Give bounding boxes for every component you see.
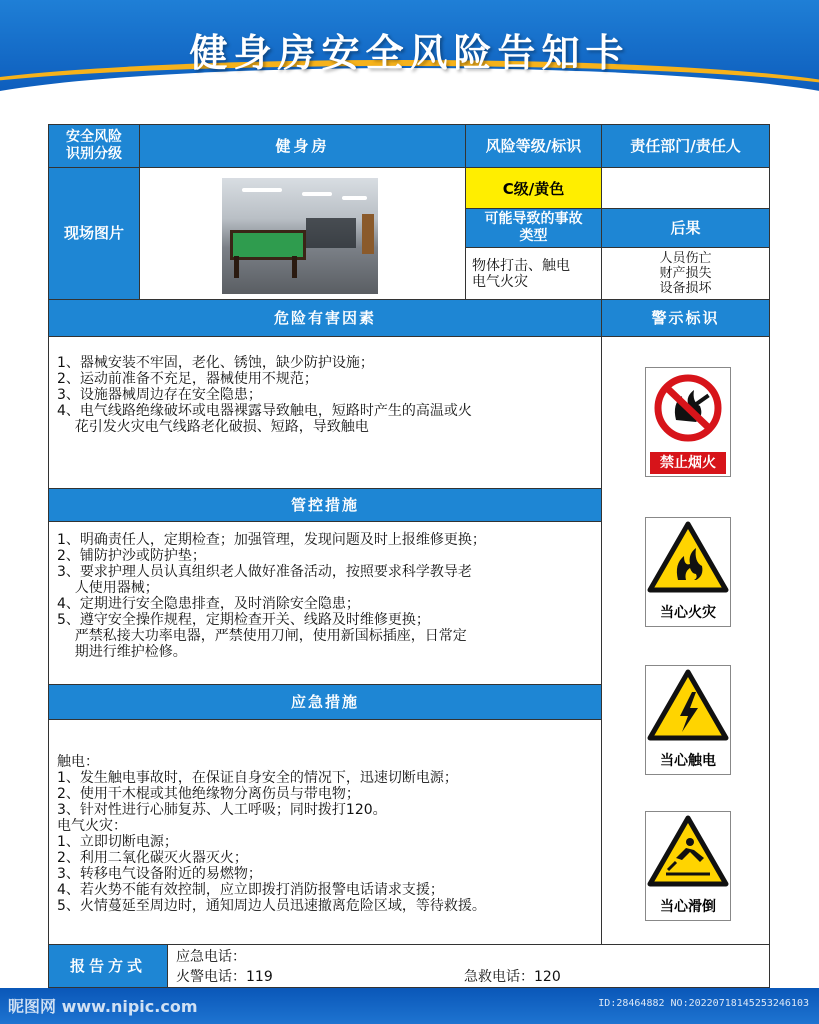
list-item: 5、火情蔓延至周边时，通知周边人员迅速撤离危险区域，等待救援。 <box>57 898 486 914</box>
gym-machine <box>306 218 356 248</box>
list-item: 1、发生触电事故时，在保证自身安全的情况下，迅速切断电源； <box>57 770 458 786</box>
no-fire-icon <box>646 368 730 450</box>
list-item: 1、立即切断电源； <box>57 834 178 850</box>
list-item: 人使用器械； <box>57 580 159 596</box>
report-label: 报告方式 <box>48 944 168 988</box>
gym-machine <box>362 214 374 254</box>
watermark-right: ID:28464882 NO:20220718145253246103 <box>598 998 809 1009</box>
fire-phone: 火警电话：119 <box>176 969 273 985</box>
responsible-label: 责任部门/责任人 <box>601 124 770 168</box>
list-item: 5、遵守安全操作规程，定期检查开关、线路及时维修更换； <box>57 612 430 628</box>
list-item: 4、电气线路绝缘破坏或电器裸露导致触电，短路时产生的高温或火 <box>57 403 472 419</box>
list-item: 2、运动前准备不充足，器械使用不规范； <box>57 371 318 387</box>
list-item: 2、使用干木棍或其他绝缘物分离伤员与带电物； <box>57 786 360 802</box>
list-item: 触电： <box>57 754 99 770</box>
photo-label: 现场图片 <box>48 167 140 300</box>
sign-label: 当心触电 <box>660 753 716 769</box>
sign-slip-warning <box>645 811 731 921</box>
level-mark-label: 风险等级/标识 <box>465 124 602 168</box>
sign-label: 禁止烟火 <box>650 452 726 474</box>
consequences-cell <box>601 247 770 300</box>
sign-fire-warning <box>645 517 731 627</box>
list-item: 1、器械安装不牢固，老化、锈蚀，缺少防护设施； <box>57 355 374 371</box>
accident-types: 物体打击、触电 电气火灾 <box>465 247 602 300</box>
sign-no-fire <box>645 367 731 477</box>
watermark-left: 昵图网 www.nipic.com <box>8 997 198 1016</box>
page-title: 健身房安全风险告知卡 <box>189 31 630 75</box>
hazard-section-title: 危险有害因素 <box>48 299 602 337</box>
ceiling-light <box>302 192 332 196</box>
ambulance-phone: 急救电话：120 <box>464 969 561 985</box>
control-list <box>48 521 602 685</box>
consequences: 人员伤亡 财产损失 设备损坏 <box>659 251 712 296</box>
table-leg <box>234 256 239 278</box>
list-item: 2、利用二氧化碳灭火器灭火； <box>57 850 248 866</box>
control-section-title: 管控措施 <box>48 488 602 522</box>
sign-label: 当心滑倒 <box>660 899 716 915</box>
list-item: 3、针对性进行心肺复苏、人工呼吸；同时拨打120。 <box>57 802 387 818</box>
list-item: 3、要求护理人员认真组织老人做好准备活动，按照要求科学教导老 <box>57 564 472 580</box>
ceiling-light <box>342 196 367 200</box>
footer-band <box>0 988 819 1024</box>
consequence-label: 后果 <box>601 208 770 248</box>
risk-level-label: 安全风险 识别分级 <box>48 124 140 168</box>
fire-warning-icon <box>646 518 730 598</box>
electric-warning-icon <box>646 666 730 746</box>
list-item: 2、铺防护沙或防护垫； <box>57 548 206 564</box>
list-item: 4、若火势不能有效控制，应立即拨打消防报警电话请求支援； <box>57 882 444 898</box>
sign-label: 当心火灾 <box>660 605 716 621</box>
accident-type-label: 可能导致的事故 类型 <box>465 208 602 248</box>
list-item: 4、定期进行安全隐患排查，及时消除安全隐患； <box>57 596 360 612</box>
header-banner <box>0 0 819 110</box>
list-item: 3、设施器械周边存在安全隐患； <box>57 387 262 403</box>
site-photo <box>222 178 378 294</box>
warning-section-title: 警示标识 <box>601 299 770 337</box>
list-item: 电气火灾： <box>57 818 127 834</box>
emergency-phone: 应急电话： <box>176 949 246 965</box>
emergency-section-title: 应急措施 <box>48 684 602 720</box>
list-item: 3、转移电气设备附近的易燃物； <box>57 866 262 882</box>
ceiling-light <box>242 188 282 192</box>
risk-level-value: C级/黄色 <box>465 167 602 209</box>
slip-warning-icon <box>646 812 730 892</box>
list-item: 1、明确责任人，定期检查；加强管理，发现问题及时上报维修更换； <box>57 532 486 548</box>
list-item: 严禁私接大功率电器，严禁使用刀闸，使用新国标插座，日常定 <box>57 628 467 644</box>
list-item: 期进行维护检修。 <box>57 644 187 660</box>
emergency-list <box>48 719 602 945</box>
hazard-list <box>48 336 602 489</box>
list-item: 花引发火灾电气线路老化破损、短路，导致触电 <box>57 419 369 435</box>
sign-electric-warning <box>645 665 731 775</box>
report-info <box>167 944 770 988</box>
responsible-value <box>601 167 770 209</box>
table-leg <box>292 256 297 278</box>
place-name: 健身房 <box>139 124 466 168</box>
